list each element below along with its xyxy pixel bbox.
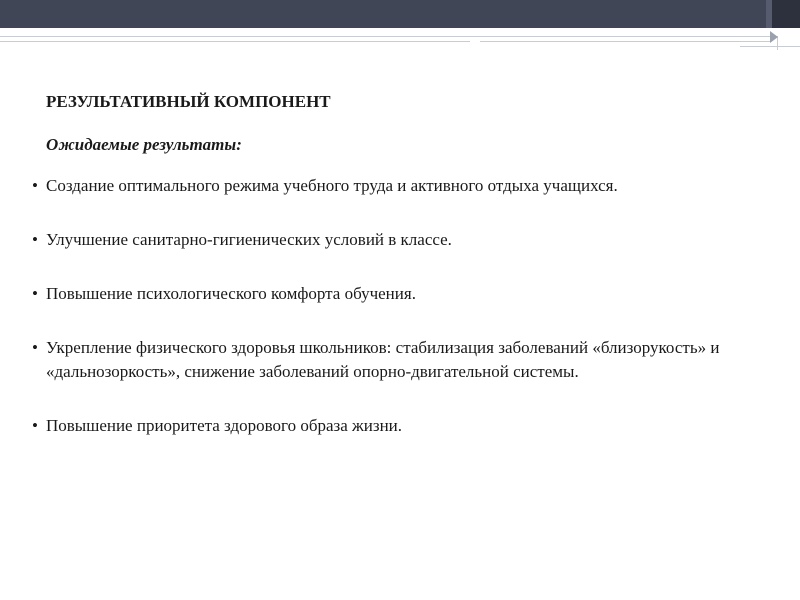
slide-subtitle: Ожидаемые результаты: [46, 135, 242, 154]
bullet-icon: • [32, 284, 38, 303]
list-item [24, 228, 764, 252]
list-item-text: Улучшение санитарно-гигиенических условий в классе. [46, 230, 452, 249]
slide-title: РЕЗУЛЬТАТИВНЫЙ КОМПОНЕНТ [46, 92, 331, 111]
bullet-list [24, 174, 764, 438]
bullet-icon: • [32, 176, 38, 195]
slide-content [24, 82, 764, 468]
list-item [24, 414, 764, 438]
top-accent [772, 0, 800, 28]
decorative-rule [480, 41, 770, 42]
bullet-icon: • [32, 230, 38, 249]
list-item-text: Укрепление физического здоровья школьников: стабилизация заболеваний «близорукость» и «дальнозоркость», снижение заболеваний опорно-двигательной системы. [46, 338, 720, 381]
list-item [24, 336, 764, 384]
list-item-text: Повышение приоритета здорового образа жизни. [46, 416, 403, 435]
list-item [24, 174, 764, 198]
list-item-text: Повышение психологического комфорта обучения. [46, 284, 416, 303]
decorative-rule [0, 36, 770, 37]
top-band [0, 0, 800, 28]
list-item-text: Создание оптимального режима учебного труда и активного отдыха учащихся. [46, 176, 618, 195]
bullet-icon: • [32, 416, 38, 435]
triangle-marker-icon [770, 31, 778, 43]
list-item [24, 282, 764, 306]
decorative-rule [0, 41, 470, 42]
bullet-icon: • [32, 338, 38, 357]
decorative-rule [740, 46, 800, 47]
